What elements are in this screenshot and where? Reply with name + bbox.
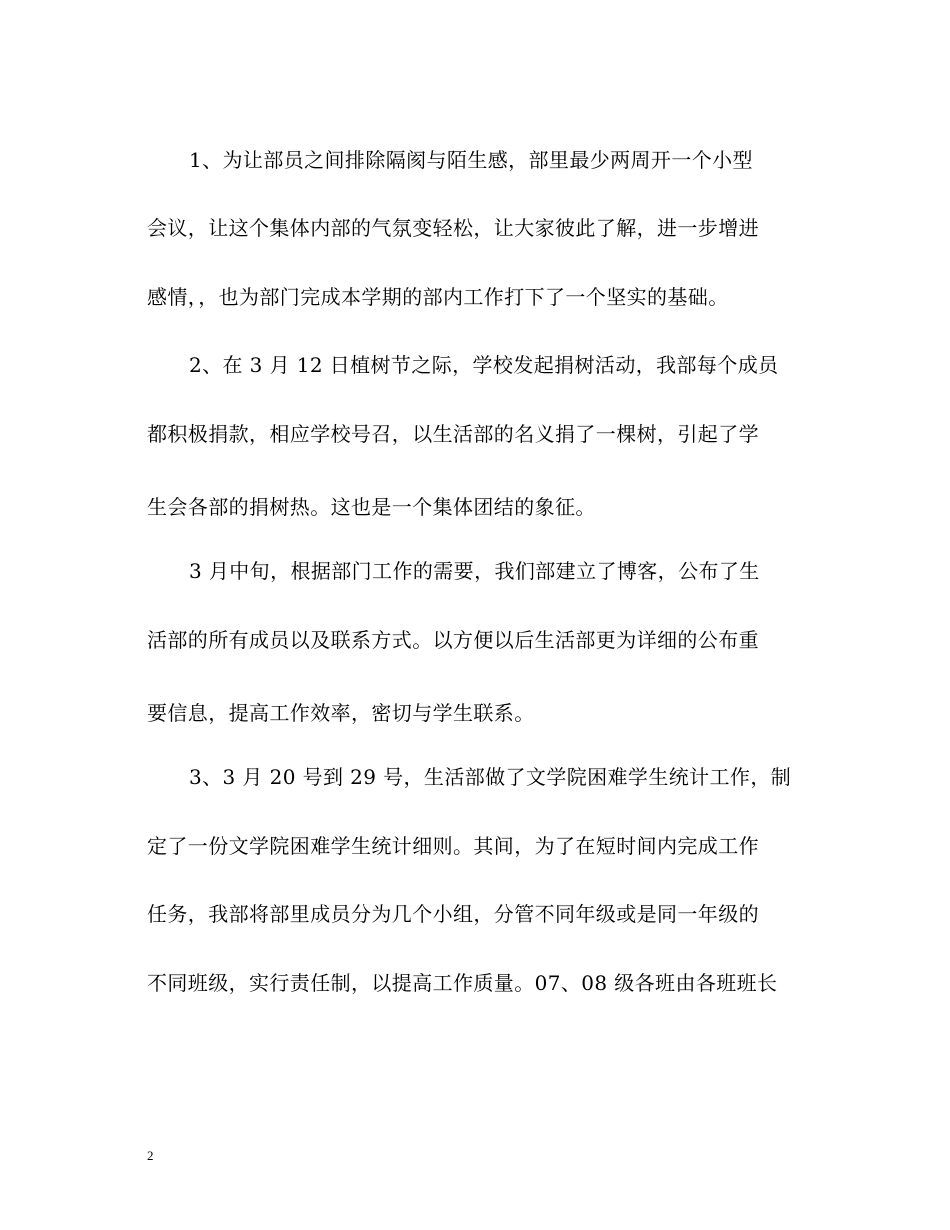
paragraph-4-line-3: 任务，我部将部里成员分为几个小组，分管不同年级或是同一年级的 bbox=[147, 902, 759, 926]
paragraph-1-line-2: 会议，让这个集体内部的气氛变轻松，让大家彼此了解，进一步增进 bbox=[147, 216, 759, 240]
paragraph-1-line-1: 1、为让部员之间排除隔阂与陌生感，部里最少两周开一个小型 bbox=[189, 148, 753, 172]
paragraph-3-line-3: 要信息，提高工作效率，密切与学生联系。 bbox=[147, 701, 535, 725]
paragraph-4-line-4: 不同班级，实行责任制，以提高工作质量。07、08 级各班由各班班长 bbox=[147, 971, 778, 995]
paragraph-3-line-2: 活部的所有成员以及联系方式。以方便以后生活部更为详细的公布重 bbox=[147, 628, 759, 652]
page-number: 2 bbox=[147, 1148, 154, 1163]
paragraph-4-line-2: 定了一份文学院困难学生统计细则。其间，为了在短时间内完成工作 bbox=[147, 834, 759, 858]
paragraph-2-line-1: 2、在 3 月 12 日植树节之际，学校发起捐树活动，我部每个成员 bbox=[189, 353, 779, 377]
paragraph-1-line-3: 感情，，也为部门完成本学期的部内工作打下了一个坚实的基础。 bbox=[147, 285, 729, 309]
paragraph-3-line-1: 3 月中旬，根据部门工作的需要，我们部建立了博客，公布了生 bbox=[189, 559, 760, 583]
paragraph-4-line-1: 3、3 月 20 号到 29 号，生活部做了文学院困难学生统计工作，制 bbox=[189, 765, 792, 789]
paragraph-2-line-2: 都积极捐款，相应学校号召，以生活部的名义捐了一棵树，引起了学 bbox=[147, 422, 759, 446]
paragraph-2-line-3: 生会各部的捐树热。这也是一个集体团结的象征。 bbox=[147, 495, 596, 519]
